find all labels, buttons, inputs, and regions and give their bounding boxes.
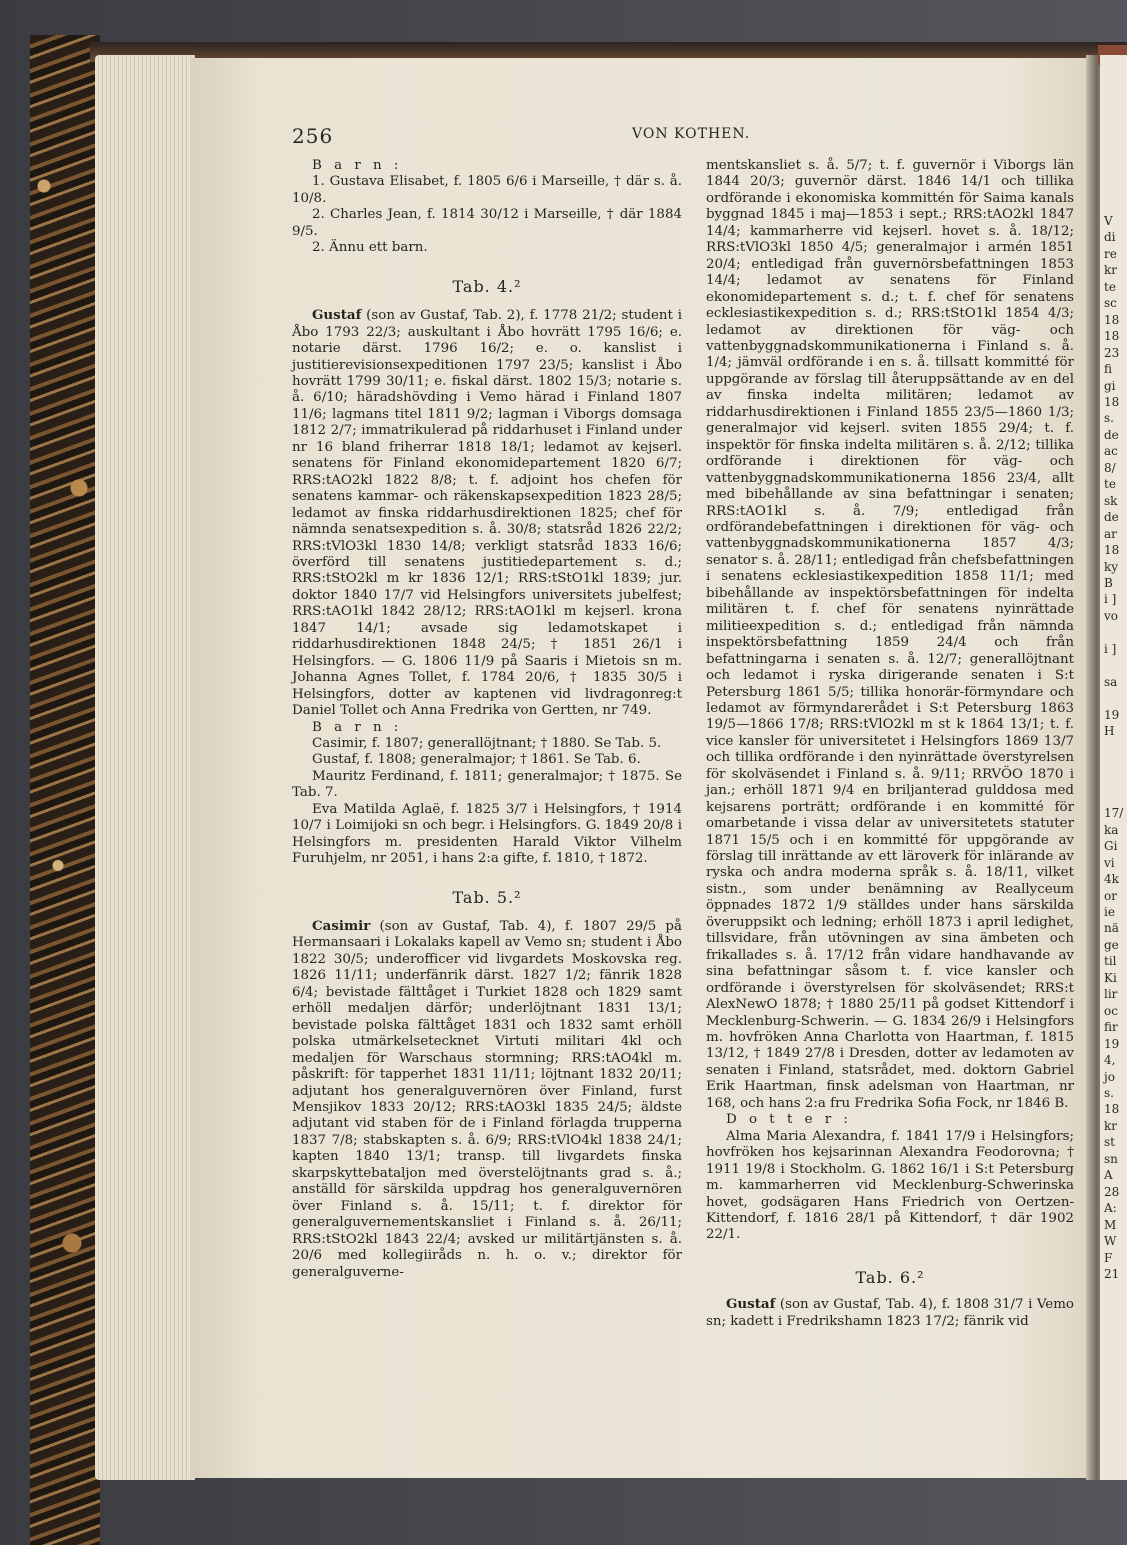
next-page-fragment: ky [1104, 559, 1119, 574]
next-page-fragment: gi [1104, 378, 1116, 393]
next-page-fragment: W [1104, 1234, 1117, 1249]
tab-5-continuation: mentskansliet s. å. 5/7; t. f. guvernör i Viborgs län 1844 20/3; guvernör därst. 1846 14/1 och tillika ordförande i ekonomiska kommittén för Saima kanals byggnad 1845 i maj—1853 i sept.; RRS:tAO2kl 1847 14/4; kammarherre vid kejserl. hovet s. å. 18/12; RRS:tVlO3kl 1850 4/5; generalmajor i armén 1851 20/4; entledigad från guvernörsbefattningen 1853 14/4; ledamot av senatens för Finland ekonomidepartement s. d.; t. f. chef för senatens ecklesiastikexpedition s. d.; RRS:tStO1kl 1854 4/3; ledamot av direktionen för väg- och vattenbyggnadskommunikationerna i Finland s. å. 1/4; jämväl ordförande i en s. å. tillsatt kommitté för uppgörande av förslag till återuppsättande av en del av finska indelta militären; ledamot av riddarhusdirektionen i Finland 1855 23/5—1860 1/3; generalmajor vid kejserl. sviten 1855 29/4; t. f. inspektör för finska indelta militären s. å. 2/12; tillika ordförande i direktionen för väg- och vattenbyggnadskommunikationerna 1856 23/4, allt med bibehållande av sina befattningar i senaten; RRS:tAO1kl s. å. 7/9; entledigad från ordförandebefattningen i direktionen för väg- och vattenbyggnadskommunikationerna 1857 4/3; senator s. å. 28/11; entledigad från chefsbefattningen i senatens ecklesiastikexpedition 1858 11/1; med bibehållande av inspektörsbefattningen för indelta militären t. f. chef för senatens nyinrättade militieexpedition s. d.; entledigad från nämnda inspektörsbefattning 1859 24/4 och från befattningarna i senaten s. å. 12/7; generallöjtnant och ledamot i ryska dirigerande senaten i S:t Petersburg 1861 5/5; tillika honorär-förmyndare och ledamot av förmyndarerådet i S:t Petersburg 1863 19/5—1866 17/8; RRS:tVlO2kl m st k 1864 13/1; t. f. vice kansler för universitetet i Helsingfors 1869 13/7 och tillika ordförande i den nyinrättade överstyrelsen för skolväsendet i Finland s. å. 9/11; RRVÖO 1870 i jan.; erhöll 1871 9/4 en briljanterad gulddosa med kejsarens porträtt; ordförande i en kommitté för omarbetande i vissa delar av universitetets statuter 1871 15/5 och i en kommitté för uppgörande av förslag till inrättande av ett läroverk för inlärande av ryska och andra moderna språk s. å. 18/11, vilket sistn., som under benämning av Reallyceum öppnades 1872 1/9 ställdes under hans särskilda överuppsikt och ledning; erhöll 1873 i april ledighet, tillsvidare, från utövningen av sina ämbeten och frikallades s. å. 17/12 från vidare handhavande av sina befattningar såsom t. f. vice kansler och ordförande i överstyrelsen för skolväsendet; RRS:t AlexNewO 1878; † 1880 25/11 på godset Kittendorf i Mecklenburg-Schwerin. — G. 1834 26/9 i Helsingfors m. hovfröken Anna Charlotta von Haartman, f. 1815 13/12, † 1849 27/8 i Dresden, dotter av ledamoten av senaten i Finland, statsrådet, med. doktorn Gabriel Erik Haartman, finsk adelsman von Haartman, nr 168, och hans 2:a fru Fredrika Sofia Fock, nr 1846 B. [706, 158, 1074, 1111]
next-page-fragment: sn [1104, 1151, 1118, 1166]
next-page-fragment: 4k [1104, 872, 1119, 887]
right-column [706, 158, 1074, 1330]
next-page-fragment: 18 [1104, 394, 1120, 409]
next-page-fragment: vo [1104, 608, 1119, 623]
next-page-fragment [1104, 740, 1127, 756]
next-page-fragment: Gi [1104, 839, 1118, 854]
next-page-fragments [1104, 213, 1127, 1282]
entry-text: (son av Gustaf, Tab. 4), f. 1808 31/7 i Vemo sn; kadett i Fredrikshamn 1823 17/2; fänrik vid [706, 1297, 1074, 1329]
next-page-fragment: til [1104, 954, 1117, 969]
person-name: Gustaf [312, 307, 362, 324]
next-page-fragment: de [1104, 427, 1119, 442]
next-page-fragment [1104, 624, 1127, 640]
daughter-entry: Alma Maria Alexandra, f. 1841 17/9 i Helsingfors; hovfröken hos kejsarinnan Alexandra Feodorovna; † 1911 19/8 i Stockholm. G. 1862 16/1 i S:t Petersburg m. kammarherren vid Mecklenburg-Schwerinska hovet, godsägaren Hans Friedrich von Oertzen-Kittendorf, f. 1816 28/1 på Kittendorf, † där 1902 22/1. [706, 1128, 1074, 1243]
next-page-fragment: kr [1104, 1118, 1118, 1133]
next-page-fragment: fi [1104, 362, 1113, 377]
next-page-fragment: s. [1104, 411, 1114, 426]
person-name: Gustaf [726, 1296, 776, 1313]
next-page-fragment: ka [1104, 822, 1119, 837]
next-page-fragment: 19 [1104, 707, 1120, 722]
next-page-fragment: F [1104, 1250, 1113, 1265]
next-page-fragment: te [1104, 477, 1116, 492]
next-page-fragment: re [1104, 246, 1117, 261]
child-entry: Casimir, f. 1807; generallöjtnant; † 1880. Se Tab. 5. [312, 735, 662, 751]
tab-4-entry [292, 307, 682, 719]
next-page-fragment: 23 [1104, 345, 1120, 360]
next-page-fragment: i ] [1104, 592, 1117, 607]
next-page-fragment: de [1104, 510, 1119, 525]
next-page-fragment: 17/ [1104, 806, 1124, 821]
next-page-fragment: oc [1104, 1003, 1118, 1018]
next-page-fragment: 18 [1104, 543, 1120, 558]
next-page-fragment: ge [1104, 937, 1119, 952]
tab-5-entry [292, 918, 682, 1281]
child-entry: 1. Gustava Elisabet, f. 1805 6/6 i Marseille, † där s. å. 10/8. [292, 174, 682, 206]
running-head: VON KOTHEN. [632, 126, 751, 142]
tab-4-heading: Tab. 4.² [452, 276, 522, 296]
next-page-fragment: ar [1104, 526, 1117, 541]
child-entry: Gustaf, f. 1808; generalmajor; † 1861. Se Tab. 6. [312, 752, 641, 768]
left-column [292, 158, 682, 1281]
dotter-heading: D o t t e r : [726, 1112, 852, 1128]
next-page-fragment [1104, 772, 1127, 788]
next-page-fragment [1104, 657, 1127, 673]
next-page-fragment: sk [1104, 493, 1118, 508]
tab-6-entry [706, 1296, 1074, 1330]
next-page-fragment: kr [1104, 263, 1118, 278]
next-page-fragment: 21 [1104, 1267, 1120, 1281]
next-page-fragment: fir [1104, 1020, 1118, 1035]
next-page-fragment: s. [1104, 1086, 1114, 1101]
next-page-fragment: sa [1104, 674, 1118, 689]
next-page-fragment: lir [1104, 987, 1118, 1002]
page-edges [95, 55, 195, 1480]
next-page-fragment: vi [1104, 855, 1115, 870]
next-page-fragment: Ki [1104, 970, 1117, 985]
next-page-fragment: st [1104, 1135, 1115, 1150]
child-entry: Eva Matilda Aglaë, f. 1825 3/7 i Helsingfors, † 1914 10/7 i Loimijoki sn och begr. i Helsingfors. G. 1849 20/8 i Helsingfors m. presidenten Harald Viktor Vilhelm Furuhjelm, nr 2051, i hans 2:a gifte, f. 1810, † 1872. [292, 801, 682, 867]
next-page-fragment: 8/ [1104, 460, 1116, 475]
next-page-fragment: i ] [1104, 641, 1117, 656]
entry-text: (son av Gustaf, Tab. 2), f. 1778 21/2; student i Åbo 1793 22/3; auskultant i Åbo hovrätt 1795 16/6; e. notarie därst. 1796 16/2; e. o. kanslist i justitierevisionsexpeditionen 1797 23/5; kanslist i Åbo hovrätt 1799 30/11; e. fiskal därst. 1802 15/3; notarie s. å. 6/10; häradshövding i Vemo härad i Finland 1807 11/6; lagmans titel 1811 9/2; lagman i Viborgs domsaga 1812 2/7; immatrikulerad på riddarhuset i Finland under nr 16 bland friherrar 1818 18/1; ledamot av kejserl. senatens för Finland ekonomidepartement 1820 6/7; RRS:tAO2kl 1822 8/8; t. f. adjoint hos chefen för senatens kammar- och räkenskapsexpedition 1823 28/5; ledamot av finska riddarhusdirektionen 1825; chef för nämnda senatsexpedition s. å. 30/8; statsråd 1826 22/2; RRS:tVlO3kl 1830 14/8; verkligt statsråd 1833 16/6; överförd till senatens justitiedepartement s. d.; RRS:tStO2kl m kr 1836 12/1; RRS:tStO1kl 1839; jur. doktor 1840 17/7 vid Helsingfors universitets jubelfest; RRS:tAO1kl 1842 28/12; RRS:tAO1kl m kejserl. krona 1847 14/1; avsade sig ledamotskapet i riddarhusdirektionen 1848 24/5; † 1851 26/1 i Helsingfors. — G. 1806 11/9 på Saaris i Mietois sn m. Johanna Agnes Tollet, f. 1784 20/6, † 1835 30/5 i Helsingfors, dotter av kaptenen vid livdragonreg:t Daniel Tollet och Anna Fredrika von Gertten, nr 749. [292, 308, 682, 719]
next-page-fragment: jo [1104, 1069, 1115, 1084]
book-cover-marbled [30, 35, 100, 1545]
person-name: Casimir [312, 918, 371, 935]
next-page-fragment: A [1104, 1168, 1113, 1183]
next-page-fragment: ac [1104, 444, 1118, 459]
page-number: 256 [292, 124, 334, 148]
page-header [292, 124, 1082, 150]
next-page-fragment [1104, 756, 1127, 772]
next-page-fragment: 4, [1104, 1053, 1116, 1068]
next-page-fragment: 28 [1104, 1184, 1120, 1199]
barn-heading: B a r n : [312, 158, 403, 173]
next-page-fragment [1104, 690, 1127, 706]
barn-heading: B a r n : [312, 719, 403, 735]
next-page-fragment: A: [1104, 1201, 1117, 1216]
tab-6-heading: Tab. 6.² [855, 1267, 925, 1287]
next-page-fragment: ie [1104, 905, 1115, 920]
next-page-fragment: di [1104, 230, 1116, 245]
next-page-fragment: sc [1104, 296, 1117, 311]
next-page-fragment: nä [1104, 921, 1119, 936]
next-page-fragment: M [1104, 1217, 1117, 1232]
next-page-fragment: H [1104, 724, 1115, 739]
next-page-fragment: te [1104, 279, 1116, 294]
tab-5-heading: Tab. 5.² [452, 887, 522, 907]
child-entry: 2. Charles Jean, f. 1814 30/12 i Marseille, † där 1884 9/5. [292, 207, 682, 239]
next-page-fragment: or [1104, 888, 1117, 903]
entry-text: (son av Gustaf, Tab. 4), f. 1807 29/5 på Hermansaari i Lokalaks kapell av Vemo sn; student i Åbo 1822 30/5; underofficer vid livgardets Moskovska reg. 1826 11/11; underfänrik därst. 1827 1/2; fänrik 1828 6/4; bevistade fälttåget i Turkiet 1828 och 1829 samt erhöll medaljen därför; underlöjtnant 1831 13/1; bevistade polska fälttåget 1831 och 1832 samt erhöll polska utmärkelsetecknet Virtuti militari 4kl och medaljen för Warschaus stormning; RRS:tAO4kl m. påskrift: för tapperhet 1831 11/11; löjtnant 1832 20/11; adjutant hos generalguvernören över Finland, furst Mensjikov 1833 20/12; RRS:tAO3kl 1835 24/5; äldste adjutant vid staben för de i Finland förlagda trupperna 1837 7/8; stabskapten s. å. 6/9; RRS:tVlO4kl 1838 24/1; kapten 1840 13/1; transp. till livgardets finska skarpskyttebataljon med överstelöjtnants grad s. å.; anställd för särskilda uppdrag hos generalguvernören över Finland s. å. 15/11; t. f. direktor för generalguvernementskansliet i Finland s. å. 26/11; RRS:tStO2kl 1843 22/4; avsked ur militärtjänsten s. å. 20/6 med kollegiiråds n. h. o. v.; direktor för generalguverne- [292, 919, 682, 1280]
child-entry: Mauritz Ferdinand, f. 1811; generalmajor; † 1875. Se Tab. 7. [292, 768, 682, 801]
next-page-fragment: B [1104, 575, 1113, 590]
next-page-fragment: V [1104, 214, 1113, 228]
next-page-edge [1100, 55, 1127, 1480]
next-page-fragment [1104, 789, 1127, 805]
next-page-fragment: 18 [1104, 329, 1120, 344]
next-page-fragment: 18 [1104, 1102, 1120, 1117]
child-entry: 2. Ännu ett barn. [312, 240, 428, 256]
next-page-fragment: 19 [1104, 1036, 1120, 1051]
next-page-fragment: 18 [1104, 312, 1120, 327]
